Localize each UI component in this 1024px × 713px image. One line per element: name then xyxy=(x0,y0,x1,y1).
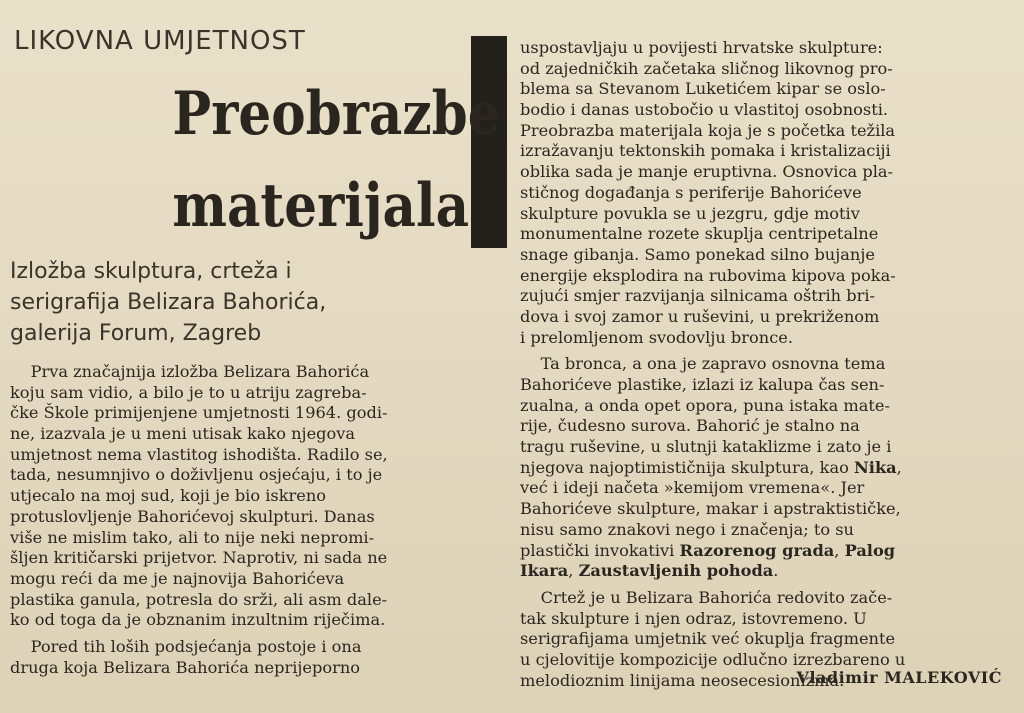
text-line: zujući smjer razvijanja silnicama oštrih bri- xyxy=(520,286,875,306)
text-line: monumentalne rozete skuplja centripetalne xyxy=(520,224,879,244)
right-column xyxy=(520,38,1020,691)
text-line: već i ideji načeta »kemijom vremena«. Jer xyxy=(520,478,865,498)
text-line: više ne mislim tako, ali to nije neki nepromi- xyxy=(10,527,375,547)
text-line: plastika ganula, potresla do srži, ali asm dale- xyxy=(10,589,388,609)
author-signature: Vladimir MALEKOVIĆ xyxy=(796,668,1002,687)
subtitle-line: serigrafija Belizara Bahorića, xyxy=(10,290,327,315)
text-line: u cjelovitije kompozicije odlučno izrezbareno u xyxy=(520,649,906,669)
text-line: šljen kritičarski prijetvor. Naprotiv, ni sada ne xyxy=(10,548,388,568)
text-line: Prva značajnija izložba Belizara Bahorića xyxy=(10,362,370,381)
subtitle-line: galerija Forum, Zagreb xyxy=(10,321,262,346)
text-line: Bahorićeve skulpture, makar i apstraktističke, xyxy=(520,499,901,519)
text-line: Ta bronca, a ona je zapravo osnovna tema xyxy=(520,354,886,374)
text-line: dova i svoj zamor u ruševini, u prekriženom xyxy=(520,306,880,326)
text-line: Bahorićeve plastike, izlazi iz kalupa čas sen- xyxy=(520,375,885,394)
text-line: utjecalo na moj sud, koji je bio iskreno xyxy=(10,486,327,506)
text-line: Pored tih loših podsjećanja postoje i ona xyxy=(10,636,362,656)
text-line: umjetnost nema vlastitog ishodišta. Radilo se, xyxy=(10,444,388,464)
text-line: rije, čudesno surova. Bahorić je stalno na xyxy=(520,416,860,436)
text-line: ko od toga da je obznanim inzultnim riječima. xyxy=(10,610,386,630)
text-line: stičnog događanja s periferije Bahorićeve xyxy=(520,182,862,202)
text-line: tragu ruševine, u slutnji kataklizme i zato je i xyxy=(520,437,892,457)
text-line: serigrafijama umjetnik već okuplja fragmente xyxy=(520,629,896,649)
section-label: LIKOVNA UMJETNOST xyxy=(14,26,306,56)
subtitle-line: Izložba skulptura, crteža i xyxy=(10,259,292,284)
text-line: Crtež je u Belizara Bahorića redovito zače- xyxy=(520,587,893,607)
title-line: Preobrazbe xyxy=(172,79,501,149)
text-line: druga koja Belizara Bahorića neprijeporno xyxy=(10,657,360,677)
text-line: bodio i danas ustobočio u vlastitoj osobnosti. xyxy=(520,100,889,120)
text-line: čke Škole primijenjene umjetnosti 1964. godi- xyxy=(10,403,388,423)
text-line: Preobrazba materijala koja je s početka težila xyxy=(520,120,896,140)
text-line: Ikara, Zaustavljenih pohoda. xyxy=(520,561,779,581)
text-line: i prelomljenom svodovlju bronce. xyxy=(520,327,793,347)
text-line: energije eksplodira na rubovima kipova poka- xyxy=(520,265,896,285)
text-line: oblika sada je manje eruptivna. Osnovica pla- xyxy=(520,162,893,182)
text-line: mogu reći da me je najnovija Bahorićeva xyxy=(10,568,345,588)
text-line: njegova najoptimističnija skulptura, kao Nika, xyxy=(520,457,902,477)
text-line: snage gibanja. Samo ponekad silno bujanje xyxy=(520,244,875,264)
text-line: skulpture povukla se u jezgru, gdje motiv xyxy=(520,203,860,223)
text-line: uspostavljaju u povijesti hrvatske skulpture: xyxy=(520,38,883,57)
text-line: blema sa Stevanom Luketićem kipar se oslo- xyxy=(520,79,886,99)
text-line: tada, nesumnjivo o doživljenu osjećaju, i to je xyxy=(10,465,383,485)
text-line: plastički invokativi Razorenog grada, Palog xyxy=(520,540,896,560)
text-line: zualna, a onda opet opora, puna istaka mate- xyxy=(520,395,890,415)
text-line: melodioznim linijama neosecesionizma. xyxy=(520,670,845,690)
article-subtitle xyxy=(10,256,480,349)
text-line: od zajedničkih začetaka sličnog likovnog pro- xyxy=(520,58,893,78)
left-column xyxy=(10,362,500,678)
article-title xyxy=(172,68,501,252)
text-line: protuslovljenje Bahorićevoj skulpturi. Danas xyxy=(10,506,375,526)
text-line: koju sam vidio, a bilo je to u atriju zagreba- xyxy=(10,382,367,402)
text-line: izražavanju tektonskih pomaka i kristalizaciji xyxy=(520,141,891,161)
text-line: nisu samo znakovi nego i značenja; to su xyxy=(520,519,854,539)
title-line: materijala xyxy=(172,171,470,241)
text-line: ne, izazvala je u meni utisak kako njegova xyxy=(10,424,356,444)
text-line: tak skulpture i njen odraz, istovremeno. U xyxy=(520,608,867,628)
